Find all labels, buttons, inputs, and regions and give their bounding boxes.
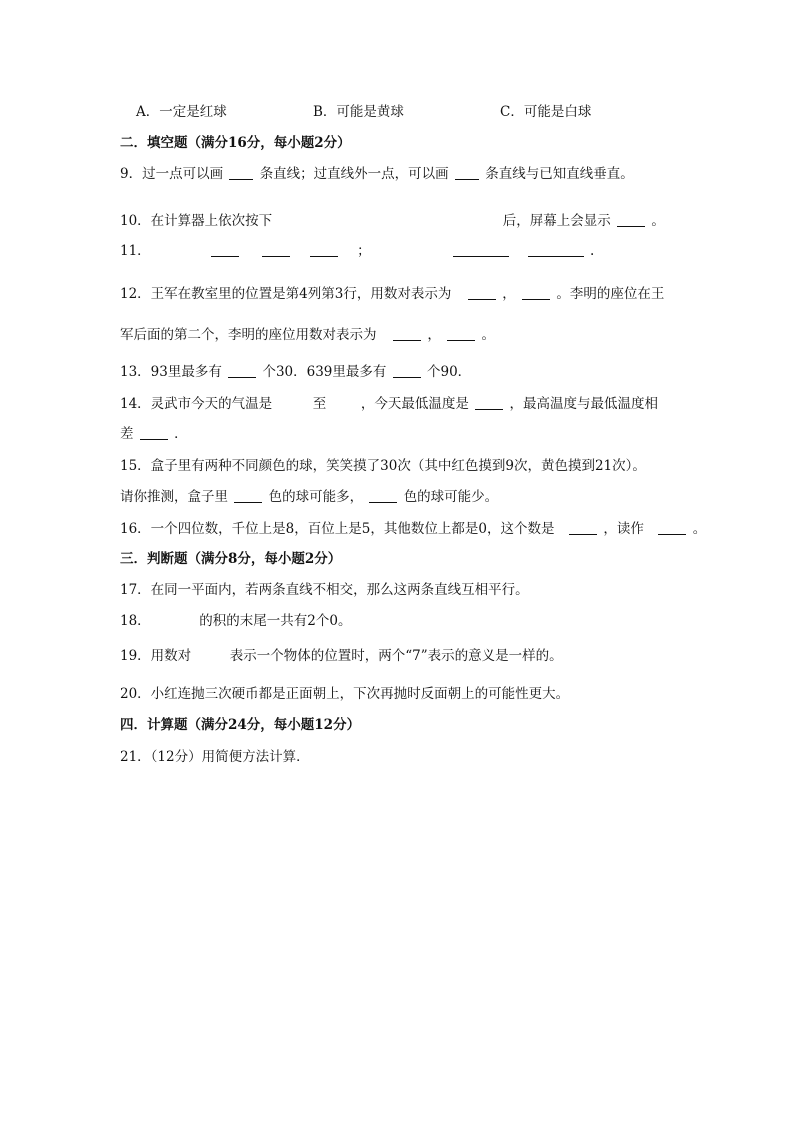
q12-text-3: 军后面的第二个，李明的座位用数对表示为: [120, 327, 377, 343]
q9-text-2: 条直线；过直线外一点，可以画: [259, 166, 449, 182]
answer-blank[interactable]: [658, 520, 686, 535]
question-14-line-2: [120, 424, 188, 444]
question-18: [120, 611, 351, 631]
q18-number: 18．: [120, 613, 151, 629]
question-21: 21．（12分）用简便方法计算．: [120, 749, 310, 765]
section-heading-true-false: 三．判断题（满分8分，每小题2分）: [120, 551, 342, 567]
answer-blank[interactable]: [475, 395, 503, 410]
answer-blank[interactable]: [310, 242, 338, 257]
question-13: [120, 362, 471, 382]
answer-blank[interactable]: [468, 285, 496, 300]
question-11: [120, 241, 594, 261]
question-17: 17．在同一平面内，若两条直线不相交，那么这两条直线互相平行。: [120, 582, 529, 598]
q15-text-2: 色的球可能多，: [268, 489, 364, 505]
q14-text-3: ，今天最低温度是: [360, 396, 469, 412]
question-15-line-2: [120, 487, 498, 507]
answer-blank[interactable]: [393, 326, 421, 341]
answer-blank[interactable]: [528, 242, 584, 257]
q19-text-2: 表示一个物体的位置时，两个“7”表示的意义是一样的。: [229, 648, 563, 664]
q11-number: 11．: [120, 243, 151, 259]
q13-text-2: 个30．639里最多有: [262, 364, 387, 380]
question-10: [120, 211, 665, 231]
question-19: [120, 646, 563, 666]
question-20: 20．小红连抛三次硬币都是正面朝上，下次再抛时反面朝上的可能性更大。: [120, 686, 570, 702]
q10-text-1: 10．在计算器上依次按下: [120, 213, 273, 229]
q16-text-2: ，读作: [603, 521, 644, 537]
q11-semicolon: ；: [357, 243, 371, 259]
q14-text-1: 14．灵武市今天的气温是: [120, 396, 273, 412]
question-15-line-1: 15．盒子里有两种不同颜色的球，笑笑摸了30次（其中红色摸到9次，黄色摸到21次）。: [120, 458, 646, 474]
question-12-line-1: [120, 284, 664, 304]
q13-text-1: 13．93里最多有: [120, 364, 222, 380]
q12-text-1: 12．王军在教室里的位置是第4列第3行，用数对表示为: [120, 286, 452, 302]
option-b: B．可能是黄球: [313, 104, 404, 120]
q14-text-4: ，最高温度与最低温度相: [509, 396, 658, 412]
q14-text-2: 至: [312, 396, 327, 412]
answer-blank[interactable]: [262, 242, 290, 257]
answer-blank[interactable]: [211, 242, 239, 257]
question-16: [120, 519, 706, 539]
q16-text-1: 16．一个四位数，千位上是8，百位上是5，其他数位上都是0，这个数是: [120, 521, 555, 537]
answer-blank[interactable]: [617, 212, 645, 227]
q13-text-3: 个90．: [427, 364, 472, 380]
answer-blank[interactable]: [140, 425, 168, 440]
q18-text: 的积的末尾一共有2个0。: [199, 613, 352, 629]
q15-text-1: 请你推测，盒子里: [120, 489, 228, 505]
answer-blank[interactable]: [234, 488, 262, 503]
answer-blank[interactable]: [455, 165, 479, 180]
q16-text-3: 。: [692, 521, 707, 537]
answer-blank[interactable]: [369, 488, 397, 503]
section-heading-fill-in: 二．填空题（满分16分，每小题2分）: [120, 135, 351, 151]
q14-end: ．: [174, 426, 188, 442]
q12-comma-2: ，: [427, 327, 441, 343]
answer-blank[interactable]: [393, 363, 421, 378]
question-14-line-1: [120, 394, 658, 414]
answer-blank[interactable]: [522, 285, 550, 300]
answer-blank[interactable]: [569, 520, 597, 535]
answer-blank[interactable]: [447, 326, 475, 341]
q15-text-3: 色的球可能少。: [403, 489, 499, 505]
q11-end: .: [590, 243, 595, 259]
q10-text-3: 。: [651, 213, 665, 229]
answer-blank[interactable]: [453, 242, 509, 257]
option-c: C．可能是白球: [500, 104, 592, 120]
q12-comma: ，: [502, 286, 516, 302]
q12-end: 。: [481, 327, 495, 343]
q14-text-5: 差: [120, 426, 134, 442]
answer-blank[interactable]: [229, 165, 253, 180]
q10-text-2: 后，屏幕上会显示: [502, 213, 611, 229]
question-12-line-2: [120, 325, 495, 345]
question-9: [120, 164, 634, 184]
answer-blank[interactable]: [228, 363, 256, 378]
q19-text-1: 19．用数对: [120, 648, 192, 664]
q12-text-2: 。李明的座位在王: [556, 286, 665, 302]
option-a: A．一定是红球: [136, 104, 227, 120]
q9-text-1: 9．过一点可以画: [120, 166, 224, 182]
q9-text-3: 条直线与已知直线垂直。: [485, 166, 634, 182]
section-heading-calculation: 四．计算题（满分24分，每小题12分）: [120, 717, 361, 733]
